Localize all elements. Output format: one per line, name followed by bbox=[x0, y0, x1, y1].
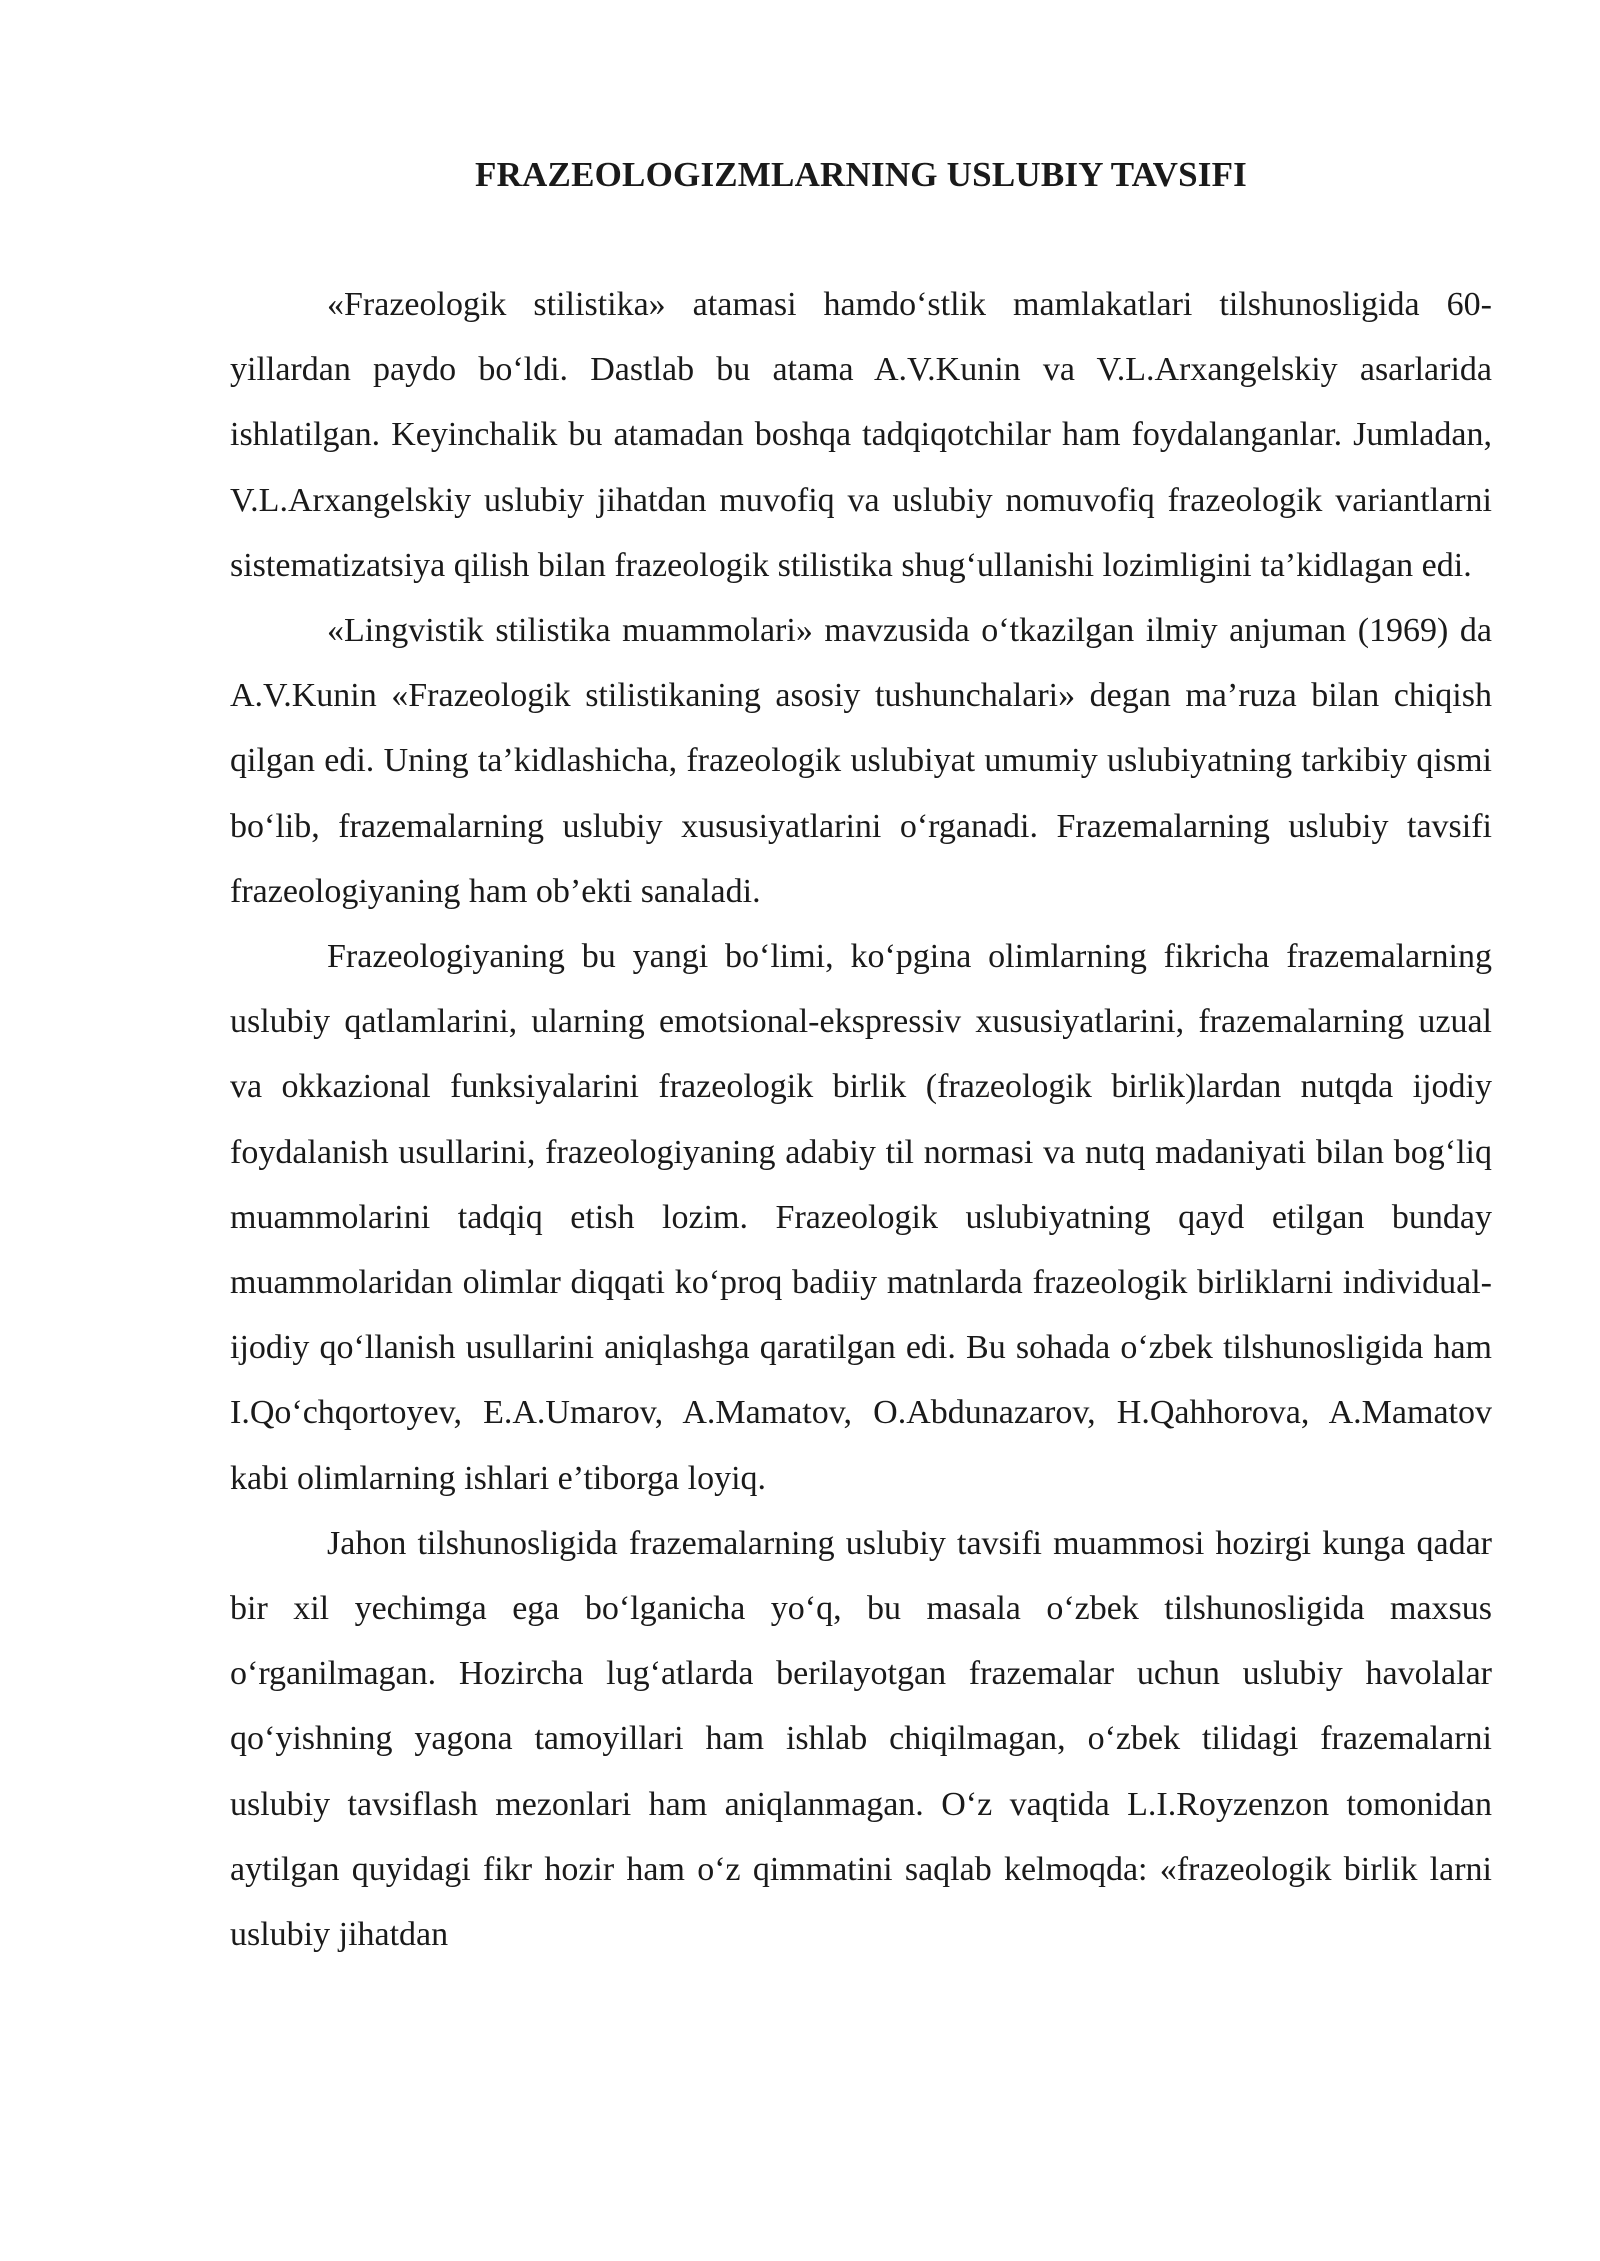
document-body bbox=[230, 272, 1492, 1967]
paragraph-3: Frazeologiyaning bu yangi bo‘limi, ko‘pgina olimlarning fikricha frazemalarning uslubiy qatlamlarini, ularning emotsional-ekspressiv xususiyatlarini, frazemalarning uzual va okkazional funksiyalarini frazeologik birlik (frazeologik birlik)lardan nutqda ijodiy foydalanish usullarini, frazeologiyaning adabiy til normasi va nutq madaniyati bilan bog‘liq muammolarini tadqiq etish lozim. Frazeologik uslubiyatning qayd etilgan bunday muammolaridan olimlar diqqati ko‘proq badiiy matnlarda frazeologik birliklarni individual-ijodiy qo‘llanish usullarini aniqlashga qaratilgan edi. Bu sohada o‘zbek tilshunosligida ham I.Qo‘chqortoyev, E.A.Umarov, A.Mamatov, O.Abdunazarov, H.Qahhorova, A.Mamatov kabi olimlarning ishlari e’tiborga loyiq. bbox=[230, 938, 1492, 1497]
document-title: FRAZEOLOGIZMLARNING USLUBIY TAVSIFI bbox=[475, 155, 1247, 194]
paragraph-2: «Lingvistik stilistika muammolari» mavzusida o‘tkazilgan ilmiy anjuman (1969) da A.V.Kunin «Frazeologik stilistikaning asosiy tushunchalari» degan ma’ruza bilan chiqish qilgan edi. Uning ta’kidlashicha, frazeologik uslubiyat umumiy uslubiyatning tarkibiy qismi bo‘lib, frazemalarning uslubiy xususiyatlarini o‘rganadi. Frazemalarning uslubiy tavsifi frazeologiyaning ham ob’ekti sanaladi. bbox=[230, 612, 1492, 910]
paragraph-1: «Frazeologik stilistika» atamasi hamdo‘stlik mamlakatlari tilshunosligida 60-yillardan paydo bo‘ldi. Dastlab bu atama A.V.Kunin va V.L.Arxangelskiy asarlarida ishlatilgan. Keyinchalik bu atamadan boshqa tadqiqotchilar ham foydalanganlar. Jumladan, V.L.Arxangelskiy uslubiy jihatdan muvofiq va uslubiy nomuvofiq frazeologik variantlarni sistematizatsiya qilish bilan frazeologik stilistika shug‘ullanishi lozimligini ta’kidlagan edi. bbox=[230, 286, 1492, 584]
paragraph-4: Jahon tilshunosligida frazemalarning uslubiy tavsifi muammosi hozirgi kunga qadar bir xil yechimga ega bo‘lganicha yo‘q, bu masala o‘zbek tilshunosligida maxsus o‘rganilmagan. Hozircha lug‘atlarda berilayotgan frazemalar uchun uslubiy havolalar qo‘yishning yagona tamoyillari ham ishlab chiqilmagan, o‘zbek tilidagi frazemalarni uslubiy tavsiflash mezonlari ham aniqlanmagan. O‘z vaqtida L.I.Royzenzon tomonidan aytilgan quyidagi fikr hozir ham o‘z qimmatini saqlab kelmoqda: «frazeologik birlik larni uslubiy jihatdan bbox=[230, 1524, 1492, 1954]
